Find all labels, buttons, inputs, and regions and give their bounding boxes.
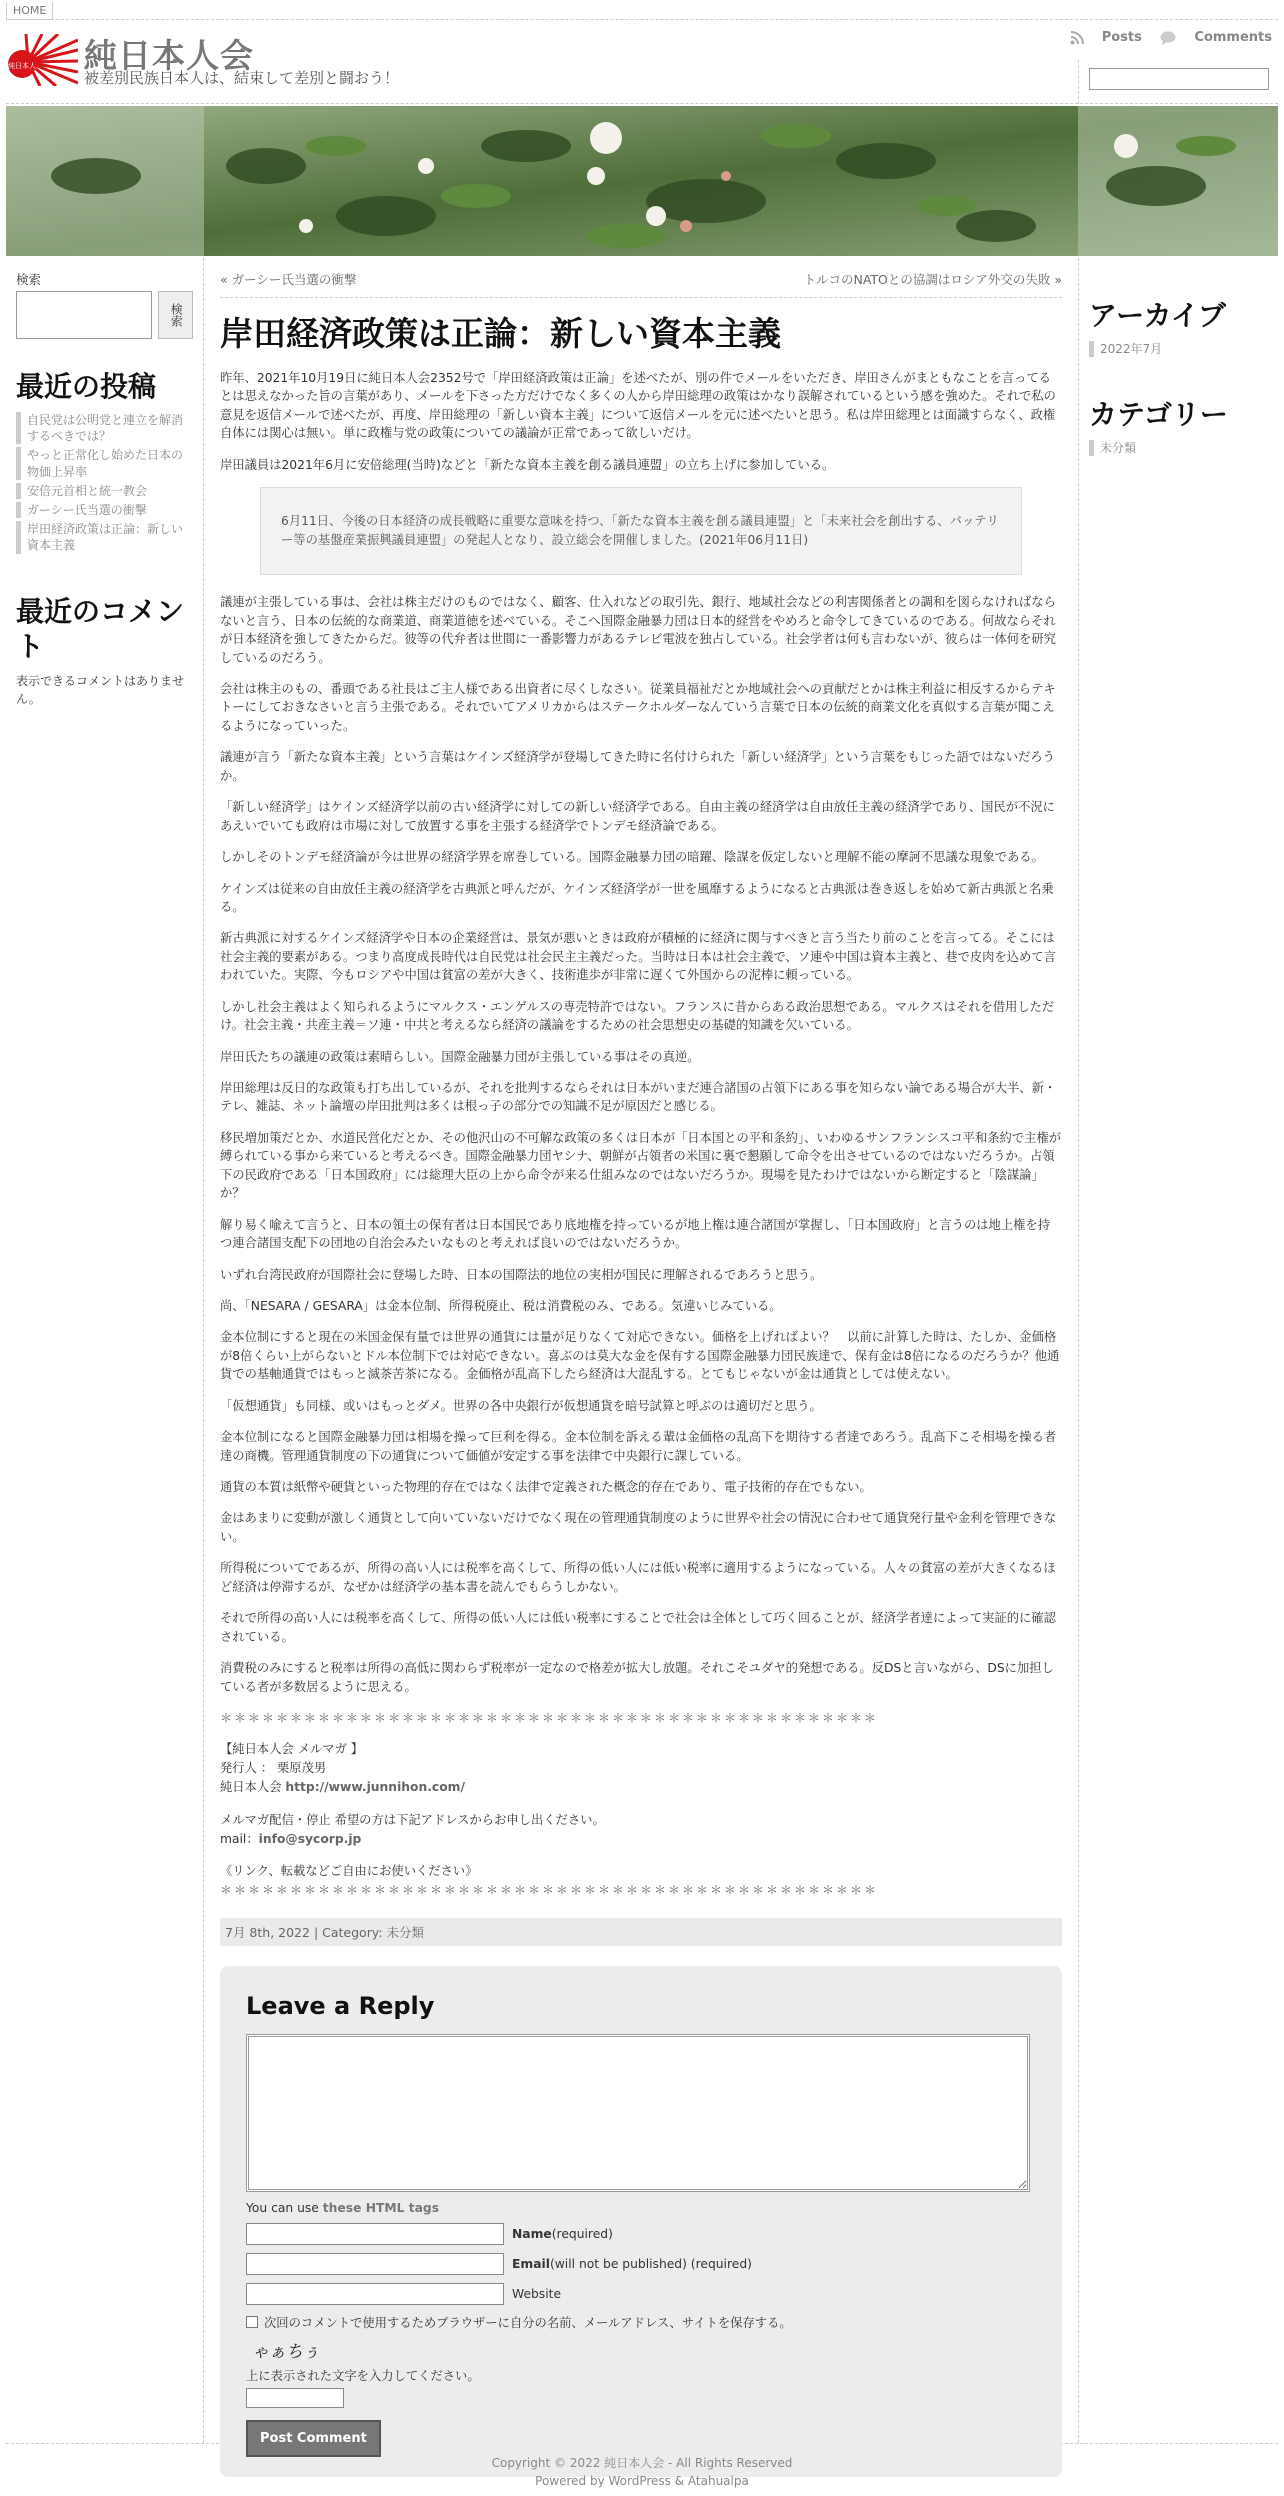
site-header: [6, 22, 1278, 104]
post-paragraph: 岸田氏たちの議連の政策は素晴らしい。国際金融暴力団が主張している事はその真逆。: [220, 1049, 700, 1064]
post-paragraph: 消費税のみにすると税率は所得の高低に関わらず税率が一定なので格差が拡大し放題。それこそユダヤ的発想である。反DSと言いながら、DSに加担している者が多数居るように思える。: [220, 1661, 1054, 1694]
post-paragraph: 金本位制にすると現在の米国金保有量では世界の通貨には量が足りなくて対応できない。価格を上げればよい？ 以前に計算した時は、たしか、金価格が8倍くらい上がらないとドル本位制下では対応できない。喜ぶのは莫大な金を保有する国際金融暴力団民族達で、保有金は8倍になるのだろうか？他通貨での基軸通貨ではもっと滅茶苦茶になる。金価格が乱高下したら経済は大混乱する。とてもじゃないが金は通貨としては使えない。: [220, 1330, 1060, 1382]
sidebar-search: [16, 291, 193, 339]
archive-title: アーカイブ: [1089, 299, 1226, 332]
website-field[interactable]: [246, 2283, 504, 2305]
category-title: カテゴリー: [1089, 398, 1228, 432]
save-info-checkbox[interactable]: [246, 2316, 258, 2328]
post-date: 7月 8th, 2022: [225, 1924, 310, 1940]
category-link[interactable]: 未分類: [1089, 440, 1268, 456]
save-info-label: 次回のコメントで使用するためブラウザーに自分の名前、メールアドレス、サイトを保存する。: [264, 2315, 792, 2330]
post-paragraph: 金本位制になると国際金融暴力団は相場を操って巨利を得る。金本位制を訴える輩は金価格の乱高下を期待する者達であろう。乱高下こそ相場を操る者達の商機。管理通貨制度の下の通貨について価値が安定する事を法律で中央銀行に課している。: [220, 1430, 1057, 1463]
post-paragraph: 所得税についてであるが、所得の高い人には税率を高くして、所得の低い人には低い税率に適用するようになっている。人々の貧富の差が大きくなるほど経済は停滞するが、なぜかは経済学の基本書を読んでもらうしかない。: [220, 1561, 1056, 1594]
post-paragraph: 「新しい経済学」はケインズ経済学以前の古い経済学に対しての新しい経済学である。自由主義の経済学は自由放任主義の経済学であり、国民が不況にあえいでいても政府は市場に対して放置する事を主張する経済学でトンデモ経済論である。: [220, 800, 1055, 833]
recent-post-link[interactable]: 自民党は公明党と連立を解消するべきでは？: [16, 412, 193, 444]
separator-stars: ＊＊＊＊＊＊＊＊＊＊＊＊＊＊＊＊＊＊＊＊＊＊＊＊＊＊＊＊＊＊＊＊＊＊＊＊＊＊＊＊＊＊＊＊＊＊＊: [220, 1882, 879, 1897]
post-paragraph: いずれ台湾民政府が国際社会に登場した時、日本の国際法的地位の実相が国民に理解されるであろうと思う。: [220, 1267, 823, 1282]
reply-form: [220, 1966, 1062, 2477]
post-paragraph: 議連が主張している事は、会社は株主だけのものではなく、顧客、仕入れなどの取引先、銀行、地域社会などの利害関係者との調和を図らなければならないと言う、日本の伝統的な商業道、商業道徳を述べている。そこへ国際金融暴力団は日本的経営をやめろと命令してきているのである。何故ならそれが日本経済を強してきたからだ。彼等の代弁者は世間に一番影響力があるテレビ電波を独占している。社会学者は何も言わないが、彼らは一体何を研究しているのだろう。: [220, 595, 1056, 665]
post-paragraph: 尚、「NESARA / GESARA」は金本位制、所得税廃止、税は消費税のみ、である。気違いじみている。: [220, 1298, 782, 1313]
site-title[interactable]: 純日本人会: [84, 36, 254, 75]
post-paragraph: 岸田議員は2021年6月に安倍総理(当時)などと「新たな資本主義を創る議員連盟」の立ち上げに参加している。: [220, 457, 835, 472]
post-body: [220, 369, 1062, 1898]
top-nav: [6, 2, 1278, 20]
post-paragraph: 「仮想通貨」も同様、或いはもっとダメ。世界の各中央銀行が仮想通貨を暗号試算と呼ぶのは適切だと思う。: [220, 1398, 822, 1413]
post-title[interactable]: 岸田経済政策は正論：新しい資本主義: [220, 314, 781, 353]
captcha-label: 上に表示された文字を入力してください。: [246, 2368, 480, 2383]
rss-icon: [1070, 31, 1084, 45]
comment-bubble-icon: [1160, 31, 1176, 45]
captcha-image: [246, 2337, 326, 2363]
comment-textarea[interactable]: [246, 2034, 1030, 2192]
save-info-row: [246, 2313, 1036, 2331]
post-navigation: [220, 270, 1062, 298]
reply-title: Leave a Reply: [246, 1991, 435, 2020]
sidebar-search-button[interactable]: [158, 291, 193, 339]
sidebar-search-input[interactable]: [16, 291, 152, 339]
website-label: Website: [512, 2286, 562, 2301]
email-label: Email: [512, 2256, 550, 2271]
post-paragraph: 解り易く喩えて言うと、日本の領土の保有者は日本国民であり底地権を持っているが地上権は連合諸国が掌握し、「日本国政府」と言うのは地上権を持つ連合諸国支配下の団地の自治会みたいなものと考えれば良いのではないだろうか。: [220, 1217, 1051, 1251]
previous-post-link[interactable]: « ガーシー氏当選の衝撃: [220, 272, 357, 287]
post-paragraph: 昨年、2021年10月19日に純日本人会2352号で「岸田経済政策は正論」を述べたが、別の件でメールをいただき、岸田さんがまともなことを言ってるとは思えなかった旨の言葉があり、メールを下さった方だけでなく多くの人から岸田総理の政策はかなり誤解されているという感を強めた。それで私の意見を返信メールで述べたが、再度、岸田総理の「新しい資本主義」について返信メールを元に述べたいと思う。私は岸田総理とは面識すらなく、政権自体には関心は無い。単に政権与党の政策についての議論が正常であって欲しいだけ。: [220, 371, 1056, 441]
signature-mail-link[interactable]: info@sycorp.jp: [258, 1832, 362, 1847]
archive-list: [1089, 341, 1268, 357]
posts-feed-link[interactable]: [1070, 30, 1142, 45]
email-required-note: (will not be published) (required): [549, 2256, 752, 2271]
post-paragraph: しかし社会主義はよく知られるようにマルクス・エンゲルスの専売特許ではない。フランスに昔からある政治思想である。マルクスはそれを借用しただけ。社会主義・共産主義＝ソ連・中共と考えるなら経済の議論をするための社会思想史の基礎的知識を欠いている。: [220, 999, 1055, 1033]
website-field-row: [246, 2283, 1036, 2305]
feed-links: [1056, 30, 1272, 49]
signature-site-link[interactable]: http://www.junnihon.com/: [285, 1780, 465, 1795]
recent-comments-title: 最近のコメント: [16, 594, 185, 663]
name-label: Name: [512, 2226, 552, 2241]
post-paragraph: ケインズは従来の自由放任主義の経済学を古典派と呼んだが、ケインズ経済学が一世を風靡するようになると古典派は巻き返しを始めて新古典派と名乗る。: [220, 881, 1054, 914]
recent-posts-title: 最近の投稿: [16, 370, 157, 403]
html-tags-link[interactable]: these HTML tags: [322, 2200, 440, 2215]
post-paragraph: 移民増加策だとか、水道民営化だとか、その他沢山の不可解な政策の多くは日本が「日本国との平和条約」、いわゆるサンフランシスコ平和条約で主権が縛られている事から来ていると考えるべき。国際金融暴力団ヤシナ、朝鮮が占領者の米国に裏で懇願して命令を出させているのではないだろうか。占領下の民政府である「日本国政府」には総理大臣の上から命令が来る仕組みなのではないだろうか。現場を見たわけではないから断定すると「陰謀論」か？: [220, 1130, 1062, 1201]
blockquote: 6月11日、今後の日本経済の成長戦略に重要な意味を持つ、「新たな資本主義を創る議員連盟」と「未来社会を創出する、バッテリー等の基盤産業振興議員連盟」の発起人となり、設立総会を開催しました。(2021年06月11日): [260, 487, 1022, 575]
signature-mail-block: [220, 1811, 1062, 1849]
post-paragraph: 岸田総理は反日的な政策も打ち出しているが、それを批判するならそれは日本がいまだ連合諸国の占領下にある事を知らない論である場合が大半、新・テレ、雑誌、ネット論壇の岸田批判は多くは根っ子の部分での知識不足が原因だと感じる。: [220, 1081, 1057, 1114]
signature-name: 【純日本人会 メルマガ 】: [220, 1741, 364, 1756]
archive-link[interactable]: 2022年7月: [1089, 341, 1268, 357]
main-content: [204, 258, 1078, 2446]
recent-post-link[interactable]: 安倍元首相と統一教会: [16, 483, 193, 499]
name-field[interactable]: [246, 2223, 504, 2245]
post-paragraph: 金はあまりに変動が激しく通貨として向いていないだけでなく現在の管理通貨制度のように世界や社会の情況に合わせて通貨発行量や金利を管理できない。: [220, 1511, 1057, 1544]
name-field-row: [246, 2223, 1036, 2245]
site-description: 被差別民族日本人は、結束して差別と闘おう！: [84, 69, 400, 87]
recent-posts-list: [16, 412, 193, 554]
signature-publisher: 発行人 ： 栗原茂男: [220, 1761, 327, 1776]
separator-stars: ＊＊＊＊＊＊＊＊＊＊＊＊＊＊＊＊＊＊＊＊＊＊＊＊＊＊＊＊＊＊＊＊＊＊＊＊＊＊＊＊＊＊＊＊＊＊＊: [220, 1710, 879, 1725]
post-comment-button[interactable]: Post Comment: [246, 2420, 381, 2457]
recent-post-link[interactable]: やっと正常化し始めた日本の物価上昇率: [16, 447, 193, 479]
svg-text:純日本人: 純日本人: [8, 62, 36, 70]
captcha-input[interactable]: [246, 2388, 344, 2408]
post-paragraph: 通貨の本質は紙幣や硬貨といった物理的存在ではなく法律で定義された概念的存在であり、電子技術的存在でもない。: [220, 1480, 872, 1495]
header-banner-image: [6, 106, 1278, 256]
post-category-link[interactable]: 未分類: [386, 1924, 425, 1940]
footer-powered-by: Powered by WordPress & Atahualpa: [535, 2474, 749, 2488]
signature-mail-label: mail：: [220, 1832, 259, 1847]
post-meta: [220, 1918, 1062, 1946]
no-comments-text: 表示できるコメントはありません。: [16, 673, 185, 706]
header-search-input[interactable]: [1089, 68, 1269, 90]
content-columns: [6, 258, 1278, 2444]
comments-feed-link[interactable]: [1160, 30, 1272, 45]
search-widget-label: 検索: [16, 272, 42, 287]
sidebar-search-button-label: 検索: [169, 303, 184, 327]
category-list: [1089, 440, 1268, 456]
signature-site-label: 純日本人会: [220, 1780, 286, 1795]
post-paragraph: しかしそのトンデモ経済論が今は世界の経済学界を席巻している。国際金融暴力団の暗躍、陰謀を仮定しないと理解不能の摩訶不思議な現象である。: [220, 850, 1044, 865]
right-sidebar: [1078, 258, 1278, 2443]
comments-feed-label: Comments: [1194, 30, 1272, 45]
post-meta-separator: | Category:: [309, 1924, 387, 1940]
nav-home-link[interactable]: HOME: [6, 2, 53, 20]
left-sidebar: [6, 258, 204, 2443]
captcha-text: ゃぁちぅ: [252, 2341, 320, 2362]
header-search: [1078, 60, 1278, 104]
signature-block: [220, 1740, 1062, 1797]
site-footer: [0, 2454, 1284, 2490]
email-field[interactable]: [246, 2253, 504, 2275]
recent-post-link[interactable]: ガーシー氏当選の衝撃: [16, 502, 193, 518]
signature-link-note: 《リンク、転載などご自由にお使いください》: [220, 1864, 478, 1879]
post-paragraph: 新古典派に対するケインズ経済学や日本の企業経営は、景気が悪いときは政府が積極的に経済に関与すべきと言う当たり前のことを言ってる。そこには社会主義的要素がある。つまり高度成長時代は自民党は社会民主主義だった。当時は日本は社会主義で、ソ連や中国は資本主義と、巷で皮肉を込めて言われていた。実際、今もロシアや中国は貧富の差が大きく、技術進歩が非常に遅くて外国からの泥棒に頼っている。: [220, 931, 1056, 983]
post-paragraph: それで所得の高い人には税率を高くして、所得の低い人には低い税率にすることで社会は全体として巧く回ることが、経済学者達によって実証的に確認されている。: [220, 1611, 1056, 1644]
html-tags-prefix: You can use: [246, 2200, 323, 2215]
post-paragraph: 会社は株主のもの、番頭である社長はご主人様である出資者に尽くしなさい。従業員福祉だとか地域社会への貢献だとかは株主利益に相反するからテキトーにしておきなさいと言う主張である。それでいてアメリカからはステークホルダーなんていう言葉で日本の伝統的商業文化を真似する言葉が聞こえるようになっていった。: [220, 682, 1056, 733]
signature-mail-note: メルマガ配信・停止 希望の方は下記アドレスからお申し出ください。: [220, 1813, 605, 1828]
footer-copyright: Copyright © 2022 純日本人会 - All Rights Reserved: [491, 2456, 793, 2470]
email-field-row: [246, 2253, 1036, 2275]
next-post-link[interactable]: トルコのNATOとの協調はロシア外交の失敗 »: [803, 272, 1062, 287]
rising-sun-logo[interactable]: [6, 34, 78, 86]
recent-post-link[interactable]: 岸田経済政策は正論：新しい資本主義: [16, 521, 193, 553]
posts-feed-label: Posts: [1101, 30, 1142, 45]
name-required-note: (required): [551, 2226, 613, 2241]
post-paragraph: 議連が言う「新たな資本主義」という言葉はケインズ経済学が登場してきた時に名付けられた「新しい経済学」という言葉をもじった語ではないだろうか。: [220, 750, 1055, 783]
html-tags-note: [246, 2201, 1036, 2215]
